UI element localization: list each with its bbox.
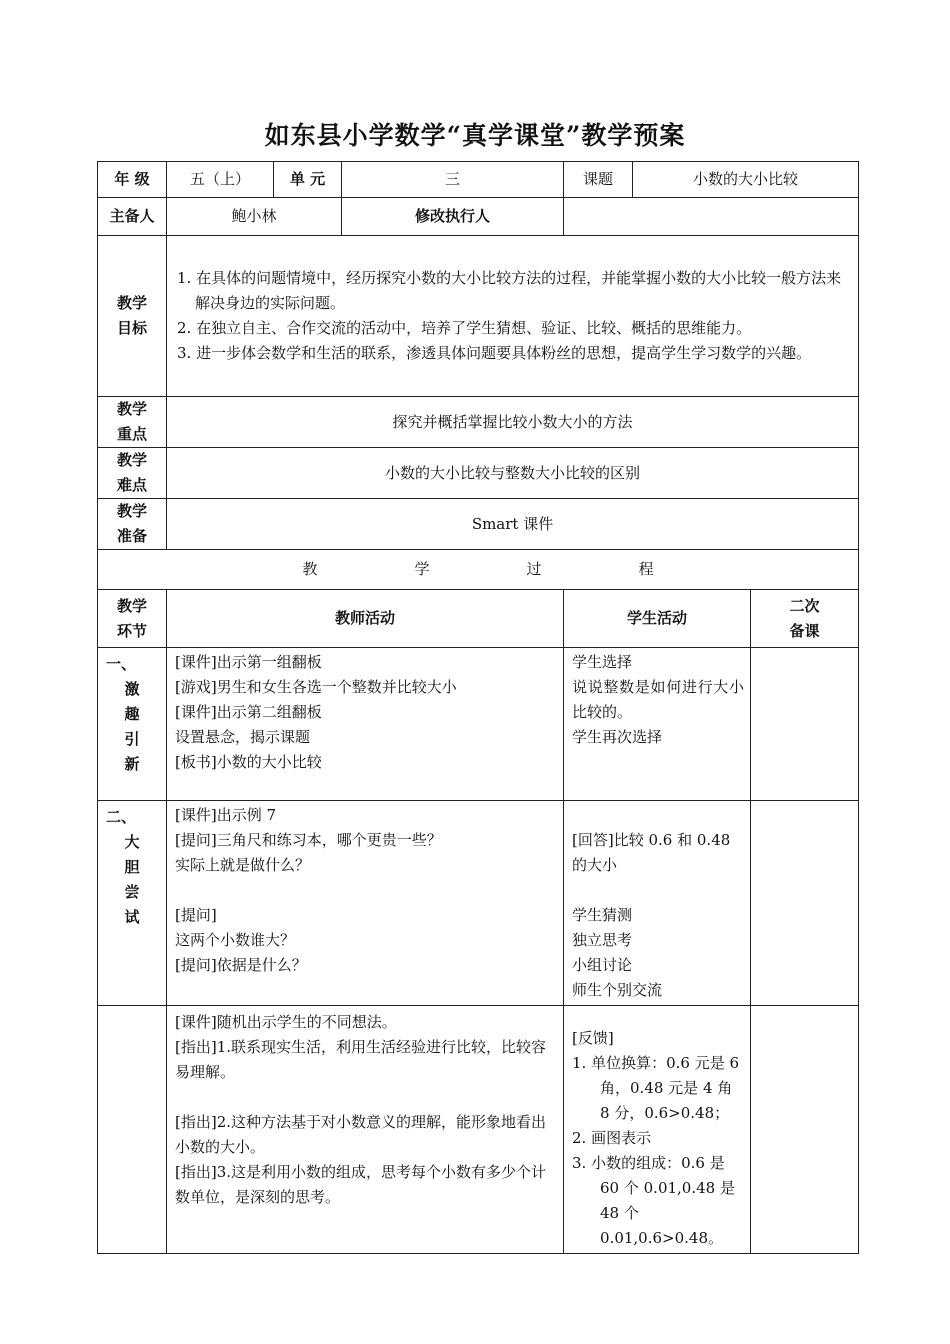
unit-label: 单 元: [274, 162, 342, 198]
goals-label: 教学 目标: [98, 236, 167, 397]
student-activity: 学生选择 说说整数是如何进行大小比较的。 学生再次选择: [564, 648, 751, 801]
student-activity: [回答]比较 0.6 和 0.48 的大小 学生猜测 独立思考 小组讨论 师生个别交流: [564, 801, 751, 1006]
goal-item: 1. 在具体的问题情境中，经历探究小数的大小比较方法的过程，并能掌握小数的大小比较一般方法来解决身边的实际问题。: [177, 269, 842, 312]
grade-label: 年 级: [98, 162, 167, 198]
process-title-row: [98, 550, 859, 590]
goals-list: [167, 236, 859, 397]
teacher-activity: [课件]随机出示学生的不同想法。 [指出]1.联系现实生活，利用生活经验进行比较，比较容易理解。 [指出]2.这种方法基于对小数意义的理解，能形象地看出小数的大小。 [指出]3.这是利用小数的组成，思考每个小数有多少个计数单位，是深刻的思考。: [167, 1006, 564, 1254]
preparation-label: 教学 准备: [98, 499, 167, 550]
section-row: [98, 1006, 859, 1254]
key-point-row: [98, 397, 859, 448]
column-header-row: [98, 590, 859, 648]
author-label: 主备人: [98, 198, 167, 236]
header-row-2: [98, 198, 859, 236]
author-value: 鲍小林: [167, 198, 342, 236]
column-second-prep: 二次 备课: [751, 590, 859, 648]
lesson-plan-table: [97, 161, 859, 1254]
topic-value: 小数的大小比较: [633, 162, 859, 198]
column-teacher: 教师活动: [167, 590, 564, 648]
difficulty-label: 教学 难点: [98, 448, 167, 499]
topic-label: 课题: [564, 162, 633, 198]
difficulty-value: 小数的大小比较与整数大小比较的区别: [167, 448, 859, 499]
key-point-label: 教学 重点: [98, 397, 167, 448]
preparation-row: [98, 499, 859, 550]
section-row: [98, 801, 859, 1006]
preparation-value: Smart 课件: [167, 499, 859, 550]
goal-item: 2. 在独立自主、合作交流的活动中，培养了学生猜想、验证、比较、概括的思维能力。: [177, 319, 752, 337]
difficulty-row: [98, 448, 859, 499]
page-title: 如东县小学数学“真学课堂”教学预案: [264, 121, 686, 150]
goal-item: 3. 进一步体会数学和生活的联系，渗透具体问题要具体粉丝的思想，提高学生学习数学的兴趣。: [177, 344, 812, 362]
grade-value: 五（上）: [167, 162, 274, 198]
header-row-1: [98, 162, 859, 198]
second-prep-cell: [751, 648, 859, 801]
teacher-activity: [课件]出示例 7 [提问]三角尺和练习本，哪个更贵一些？ 实际上就是做什么？ [提问] 这两个小数谁大？ [提问]依据是什么？: [167, 801, 564, 1006]
second-prep-cell: [751, 1006, 859, 1254]
unit-value: 三: [342, 162, 564, 198]
second-prep-cell: [751, 801, 859, 1006]
column-student: 学生活动: [564, 590, 751, 648]
step-label: 一、 激 趣 引 新: [98, 648, 167, 801]
step-label: 二、 大 胆 尝 试: [98, 801, 167, 1006]
process-title: 教 学 过 程: [98, 550, 859, 590]
column-step: 教学 环节: [98, 590, 167, 648]
section-row: [98, 648, 859, 801]
teacher-activity: [课件]出示第一组翻板 [游戏]男生和女生各选一个整数并比较大小 [课件]出示第二组翻板 设置悬念，揭示课题 [板书]小数的大小比较: [167, 648, 564, 801]
key-point-value: 探究并概括掌握比较小数大小的方法: [167, 397, 859, 448]
student-activity: [反馈] 1. 单位换算：0.6 元是 6 角，0.48 元是 4 角 8 分，0.6>0.48； 2. 画图表示 3. 小数的组成：0.6 是 60 个 0.01,0.48 是 48 个 0.01,0.6>0.48。: [564, 1006, 751, 1254]
goals-row: [98, 236, 859, 397]
revisor-value: [564, 198, 859, 236]
step-label: [98, 1006, 167, 1254]
revisor-label: 修改执行人: [342, 198, 564, 236]
